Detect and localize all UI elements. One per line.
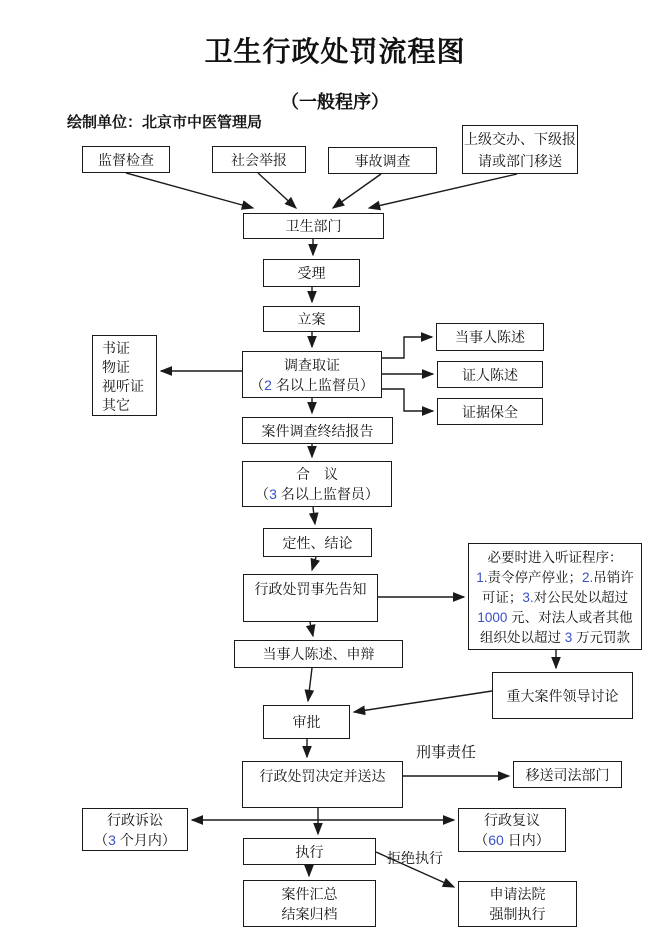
node-label: 行政复议 (484, 812, 540, 828)
node-label: 证人陈述 (462, 366, 518, 383)
node-label: 合 议 (296, 466, 338, 482)
node-label: （3 名以上监督员） (255, 486, 379, 502)
node-label: 物证 (102, 359, 130, 375)
node-evidence-preservation (437, 398, 543, 425)
node-label: 可证；3.对公民处以超过 (481, 590, 629, 605)
arrow-conclusion-to-notice (312, 557, 316, 570)
node-deliberation (242, 461, 392, 507)
node-statement-defense (234, 640, 403, 668)
node-superior-transfer (462, 125, 578, 174)
node-label: 行政处罚决定并送达 (259, 768, 386, 784)
node-conclusion (263, 528, 372, 557)
criminal-liability-label: 刑事责任 (416, 744, 477, 761)
arrow-accident-to-health (333, 174, 381, 208)
node-label: （3 个月内） (94, 831, 176, 848)
node-public-report (212, 146, 306, 173)
node-label: 视听证 (102, 378, 144, 394)
arrow-investigation-to-party-statement (382, 337, 432, 358)
node-evidence-types (92, 335, 157, 416)
node-label: 立案 (297, 311, 326, 327)
node-label: 定性、结论 (282, 534, 353, 551)
node-witness-statement (437, 361, 543, 388)
node-label: 强制执行 (489, 906, 546, 922)
arrow-investigation-to-evidence-preservation (382, 389, 433, 411)
node-prior-notice (243, 574, 378, 622)
node-lawsuit (82, 808, 188, 851)
node-label: 请或部门移送 (478, 152, 562, 169)
node-major-case-discussion (492, 672, 633, 719)
node-label: 1000 元、对法人或者其他 (477, 610, 633, 625)
node-label: 证据保全 (462, 403, 518, 420)
page-subtitle: （一般程序） (281, 92, 389, 112)
node-label: 申请法院 (489, 886, 546, 902)
arrow-notice-to-defense (310, 622, 313, 636)
node-label: 行政诉讼 (107, 811, 163, 828)
node-acceptance (263, 259, 360, 287)
node-investigation (242, 351, 382, 398)
node-label: （2 名以上监督员） (250, 376, 374, 393)
arrow-superior-to-health (369, 174, 517, 208)
node-case-filing (263, 306, 360, 332)
node-label: 监督检查 (98, 151, 154, 168)
node-label: 执行 (295, 843, 324, 860)
node-approval (263, 705, 350, 739)
node-reconsideration (458, 808, 566, 852)
arrow-deliberation-to-conclusion (313, 507, 315, 524)
node-label: （60 日内） (474, 832, 550, 848)
arrow-major-case-to-approval (354, 691, 492, 712)
node-supervision (82, 146, 170, 173)
node-label: 移送司法部门 (525, 766, 610, 783)
node-label: 行政处罚事先告知 (254, 581, 367, 597)
node-case-archive (243, 880, 376, 927)
node-court-enforcement (458, 881, 577, 927)
node-label: 1.责令停产停业；2.吊销许 (476, 570, 634, 585)
node-label: 受理 (297, 265, 326, 281)
node-label: 当事人陈述、申辩 (262, 646, 375, 662)
node-label: 结案归档 (281, 905, 338, 922)
node-judicial-transfer (513, 761, 622, 788)
arrow-report-to-health (258, 173, 296, 208)
node-health-department (243, 213, 384, 239)
arrow-supervision-to-health (126, 173, 253, 208)
node-execution (243, 838, 376, 865)
node-accident-investigation (328, 147, 437, 174)
node-decision-delivery (242, 761, 403, 808)
refuse-execution-label: 拒绝执行 (387, 850, 443, 866)
node-hearing-procedure (468, 543, 642, 650)
node-label: 其它 (102, 397, 130, 413)
node-label: 案件调查终结报告 (261, 422, 374, 439)
page-title: 卫生行政处罚流程图 (204, 36, 466, 67)
node-label: 事故调查 (354, 152, 411, 169)
node-label: 审批 (292, 714, 321, 730)
node-investigation-report (242, 417, 393, 444)
node-label: 当事人陈述 (455, 329, 525, 345)
node-label: 必要时进入听证程序： (487, 550, 623, 565)
node-label: 上级交办、下级报 (464, 130, 576, 147)
node-label: 书证 (102, 340, 130, 356)
node-label: 社会举报 (231, 151, 287, 168)
node-label: 重大案件领导讨论 (506, 687, 619, 704)
node-label: 调查取证 (284, 356, 340, 373)
node-label: 组织处以超过 3 万元罚款 (479, 630, 631, 645)
arrow-defense-to-approval (308, 668, 312, 701)
node-party-statement (436, 323, 544, 351)
node-label: 卫生部门 (285, 218, 342, 234)
node-label: 案件汇总 (281, 885, 338, 902)
credit-line: 绘制单位：北京市中医管理局 (67, 114, 263, 131)
